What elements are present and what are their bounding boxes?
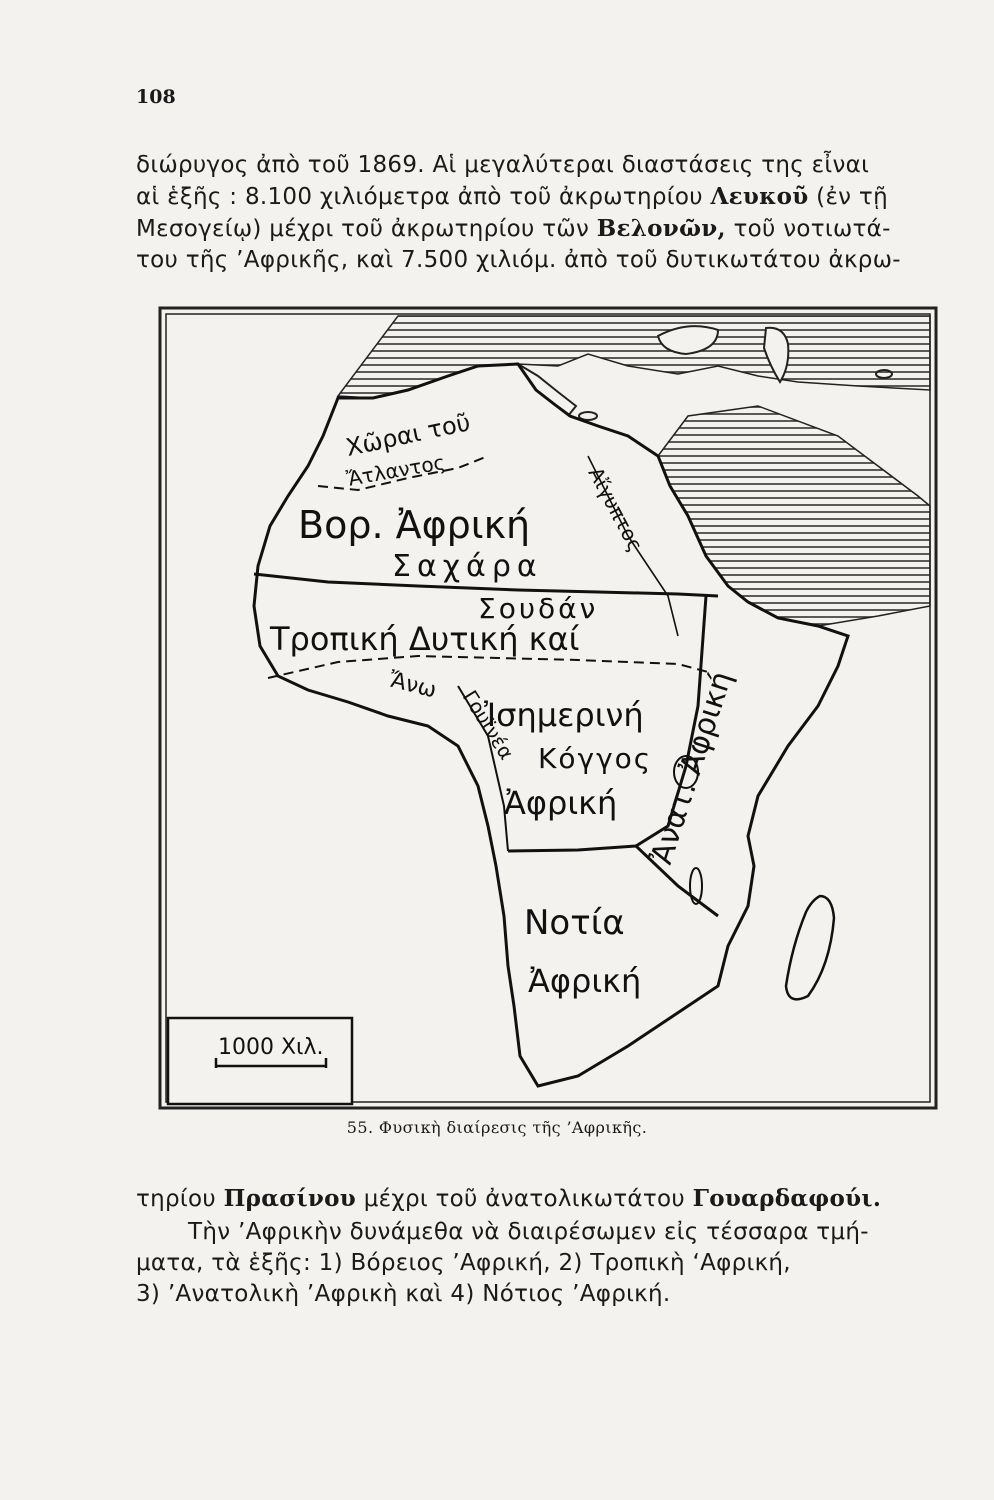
label-atlas-1: Χῶραι τοῦ: [343, 408, 473, 462]
text-line: διώρυγος ἀπὸ τοῦ 1869. Αἱ μεγαλύτεραι διαστάσεις της εἶναι: [136, 152, 870, 178]
page-number: 108: [136, 86, 176, 108]
label-sahara: Σαχάρα: [392, 549, 543, 584]
label-atlas-2: Ἄτλαντος: [344, 449, 447, 491]
top-paragraph: [136, 150, 946, 276]
label-egypt: Αἴγυπτος: [583, 463, 648, 556]
bottom-paragraph: [136, 1183, 946, 1215]
scale-label: 1000 Χιλ.: [218, 1035, 324, 1060]
label-north-africa: Βορ. Ἀφρική: [298, 503, 531, 547]
label-guinea: Γουϊνέα: [457, 685, 519, 764]
label-congo: Κόγγος: [538, 742, 653, 775]
text-line: τηρίου Πρασίνου μέχρι τοῦ ἀνατολικωτάτου Γουαρδαφούι.: [136, 1185, 882, 1212]
label-south-2: Ἀφρική: [528, 962, 642, 1000]
label-sudan: Σουδάν: [478, 592, 599, 625]
text-line: αἱ ἑξῆς : 8.100 χιλιόμετρα ἀπὸ τοῦ ἀκρωτηρίου Λευκοῦ (ἐν τῇ: [136, 183, 888, 210]
africa-regions-map: [158, 306, 938, 1110]
text-line: του τῆς ’Αφρικῆς, καὶ 7.500 χιλιόμ. ἀπὸ τοῦ δυτικωτάτου ἀκρω-: [136, 247, 901, 273]
label-equatorial: Ἰσημερινή: [484, 696, 644, 734]
bottom-paragraph-2: [136, 1217, 946, 1310]
label-south-1: Νοτία: [524, 903, 625, 943]
text-line: Μεσογείῳ) μέχρι τοῦ ἀκρωτηρίου τῶν Βελονῶν, τοῦ νοτιωτά-: [136, 215, 891, 242]
text-line: ματα, τὰ ἑξῆς: 1) Βόρειος ’Αφρική, 2) Τροπικὴ ‘Αφρική,: [136, 1250, 791, 1276]
text-line: 3) ’Ανατολικὴ ’Αφρικὴ καὶ 4) Νότιος ’Αφρική.: [136, 1281, 671, 1307]
label-tropical-west: Τροπική Δυτική καί: [270, 620, 580, 658]
scale-box: [168, 1018, 352, 1104]
label-africa-central: Ἀφρική: [504, 784, 618, 822]
text-line: Τὴν ’Αφρικὴν δυνάμεθα νὰ διαιρέσωμεν εἰς τέσσαρα τμή-: [188, 1219, 869, 1245]
label-east-africa: Ἀνατ. Ἀφρική: [644, 667, 740, 869]
figure-caption: 55. Φυσικὴ διαίρεσις τῆς ’Αφρικῆς.: [346, 1118, 648, 1137]
label-upper-guinea: Ἄνω: [386, 667, 439, 704]
